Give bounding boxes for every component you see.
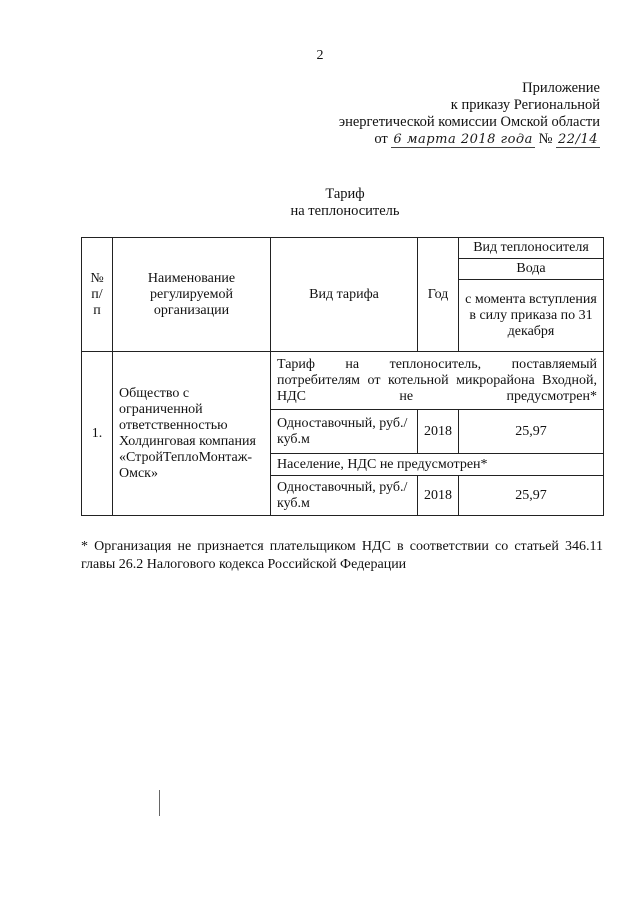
header-period: с момента вступления в силу приказа по 31 декабря <box>459 280 604 352</box>
section2-tariff-type: Одноставочный, руб./куб.м <box>271 476 418 516</box>
date-prefix: от <box>374 131 388 147</box>
number-prefix: № <box>538 131 553 147</box>
header-carrier-type: Вид теплоносителя <box>459 238 604 259</box>
section2-caption: Население, НДС не предусмотрен* <box>271 454 604 476</box>
section1-tariff-type: Одноставочный, руб./куб.м <box>271 410 418 454</box>
header-tariff-type: Вид тарифа <box>271 238 418 352</box>
page-number: 2 <box>316 48 324 63</box>
row-organization: Общество с ограниченной ответственностью Холдинговая компания «СтройТеплоМонтаж-Омск» <box>113 352 271 516</box>
header-organization: Наименование регулируемой организации <box>113 238 271 352</box>
tariff-table <box>81 237 604 516</box>
section2-value: 25,97 <box>459 476 604 516</box>
section1-caption: Тариф на теплоноситель, поставляемый потребителям от котельной микрорайона Входной, НДС не предусмотрен* <box>271 352 604 410</box>
appendix-order-line: к приказу Региональной <box>450 97 600 113</box>
appendix-header <box>339 80 600 148</box>
handwritten-number: 22/14 <box>558 132 598 147</box>
handwritten-date: 6 марта 2018 года <box>393 132 533 147</box>
section1-value: 25,97 <box>459 410 604 454</box>
appendix-title: Приложение <box>522 80 600 96</box>
appendix-commission-line: энергетической комиссии Омской области <box>338 114 600 130</box>
document-title <box>0 186 640 220</box>
section1-year: 2018 <box>418 410 459 454</box>
title-line1: Тариф <box>325 186 365 202</box>
header-carrier: Вода <box>459 259 604 280</box>
margin-mark <box>159 790 160 816</box>
title-line2: на теплоноситель <box>290 203 400 219</box>
footnote: * Организация не признается плательщиком НДС в соответствии со статьей 346.11 главы 26.2 Налогового кодекса Российской Федерации <box>81 539 603 572</box>
header-num: № п/п <box>82 238 113 352</box>
appendix-date-line <box>339 131 600 148</box>
section2-year: 2018 <box>418 476 459 516</box>
header-year: Год <box>418 238 459 352</box>
row-num: 1. <box>82 352 113 516</box>
